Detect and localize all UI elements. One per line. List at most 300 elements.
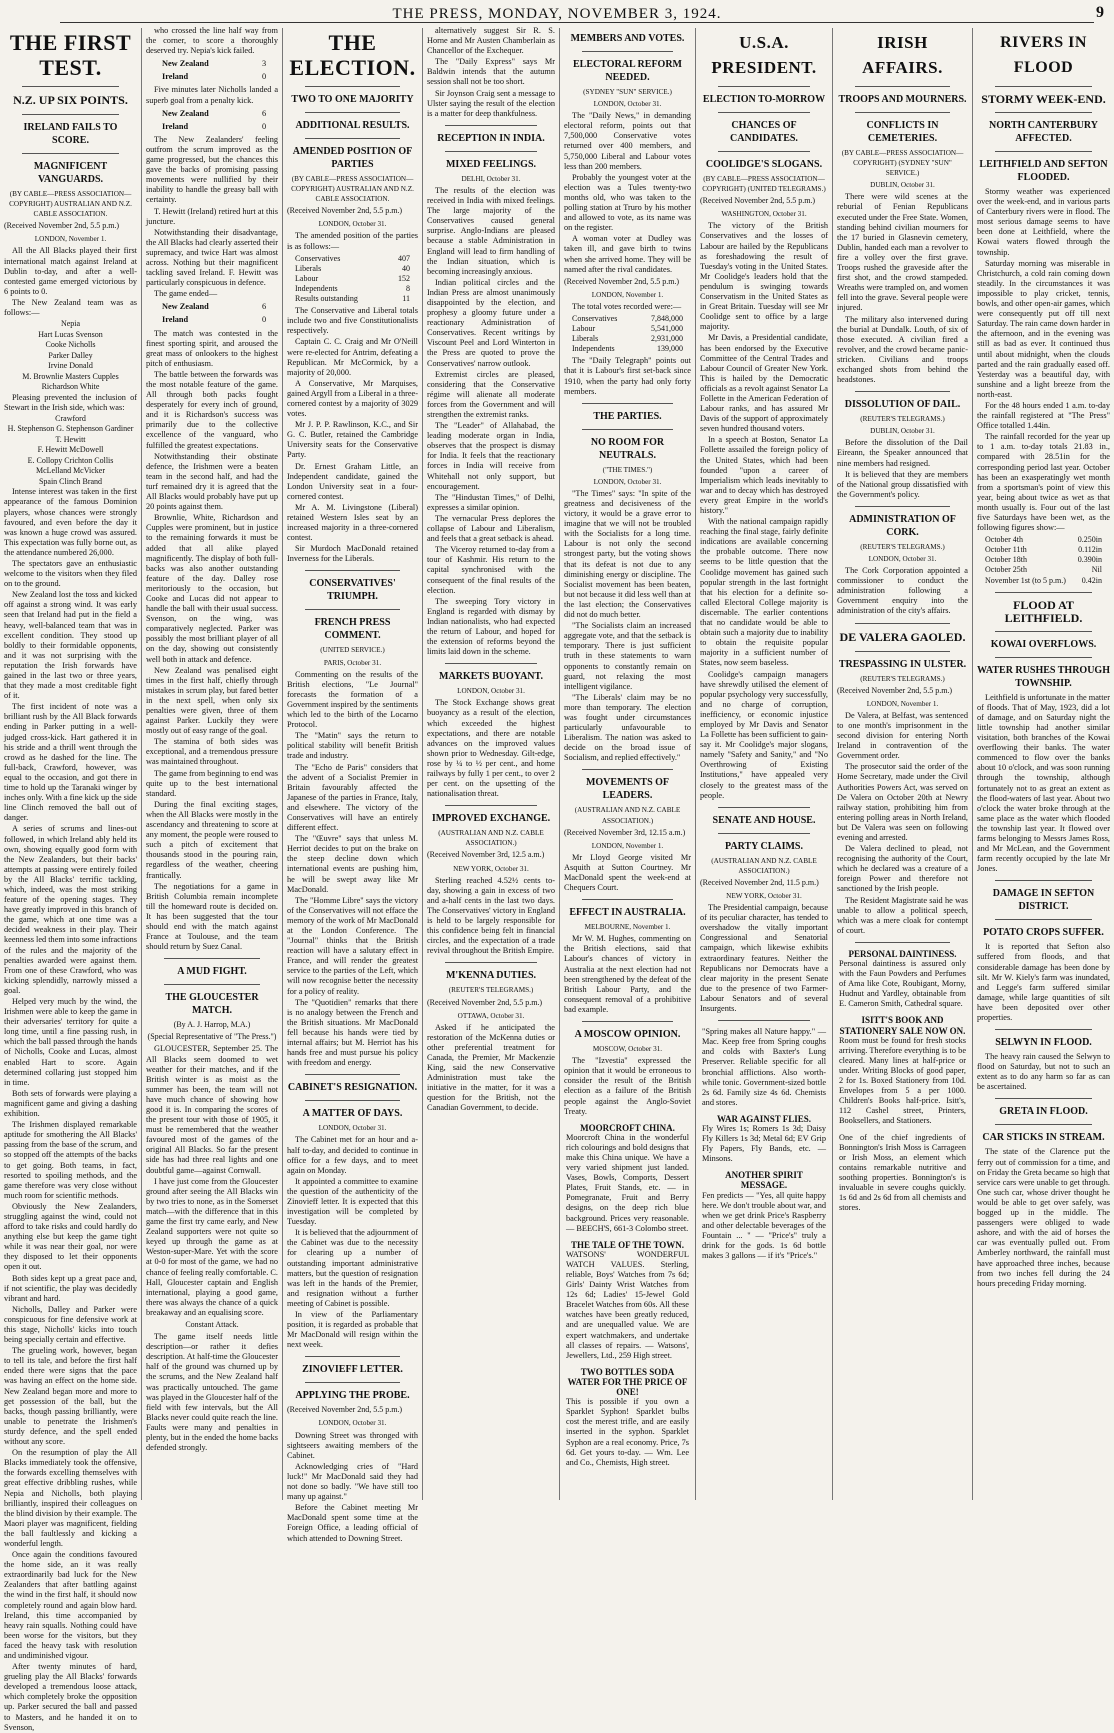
divider: [855, 623, 950, 624]
table-row: [295, 254, 410, 264]
party-seats: 11: [402, 294, 410, 304]
cable-credit: (AUSTRALIAN AND N.Z. CABLE ASSOCIATION.): [574, 806, 681, 825]
team-line: M. Brownlie Masters Cupples: [22, 371, 119, 381]
score-value: 0: [262, 72, 267, 82]
dateline: DUBLIN, October 31.: [870, 181, 935, 190]
cable-credit: (AUSTRALIAN AND N.Z. CABLE ASSOCIATION.): [438, 829, 544, 848]
divider: [164, 958, 260, 959]
subhead-selwyn: SELWYN IN FLOOD.: [995, 1037, 1092, 1049]
paragraph: The Cork Corporation appointed a commissioner to conduct the administration following a Government enquiry into the administration of the city's affairs.: [837, 566, 968, 616]
team-line: Irvine Donald: [48, 361, 93, 371]
divider: [995, 592, 1092, 593]
party-label: Labour: [295, 273, 319, 283]
paragraph: Both sets of forwards were playing a magnificent game and giving a dashing exhibition.: [4, 1088, 137, 1119]
dateline: DUBLIN, October 31.: [870, 427, 935, 436]
score-line: [162, 109, 278, 119]
party-votes: 7,848,000: [651, 313, 683, 323]
paragraph: The match was contested in the finest sporting spirit, and aroused the great mass of onlookers to the highest pitch of enthusiasm.: [146, 328, 278, 368]
cable-credit: (AUSTRALIAN AND N.Z. CABLE ASSOCIATION.): [711, 856, 817, 875]
paragraph: Once again the conditions favoured the home side, an it was really extraordinarily bad luck for the New Zealanders that after battling against the wind in the first half, it should now completely round and again blow hard. Ireland, this time accompanied by heavy rain squalls. Nothing could have been worse for the visitors, but they faced the heavy task with resolution and undiminished vigour.: [4, 1550, 137, 1660]
subhead-amended: AMENDED POSITION OF PARTIES: [292, 146, 413, 170]
party-label: Liberals: [295, 263, 322, 273]
paragraph: Nicholls, Dalley and Parker were conspicuous for fine defensive work at this stage, Nicholls' kicks into touch being specially certain and effective.: [4, 1304, 137, 1345]
paragraph: Mr Lloyd George visited Mr Asquith at Sutton Courtney. Mr MacDonald spent the week-end at Chequers Court.: [564, 852, 691, 893]
received-note: (Received November 2nd, 5.5 p.m.): [4, 221, 120, 231]
advert-title: PERSONAL DAINTINESS.: [848, 948, 957, 959]
party-label: Labour: [572, 324, 596, 334]
score-value: 3: [262, 59, 267, 69]
paragraph: In a speech at Boston, Senator La Follette assailed the foreign policy of the United States, which had been founded "upon a career of Imperialism which leads inevitably to war and to decay which has destroyed every great Empire in the world's history.": [700, 435, 828, 515]
dateline: LONDON, November 1.: [591, 841, 664, 850]
divider: [582, 1021, 673, 1022]
advert-baxters: [702, 1027, 826, 1108]
paragraph: The state of the Clarence put the ferry out of commission for a time, and on Friday the Greta became so high that service cars were unable to get through. One such car, whose driver thought he would be able to get over safely, was bogged up in the middle. The passengers were obliged to wade ashore, and with the aid of horses the car was eventually pulled out. From Amberley northward, the rainfall must have approached three inches, because from two inches fell during the 24 hours preceding Friday morning.: [977, 1147, 1110, 1288]
paragraph: The Irishmen displayed remarkable aptitude for smothering the All Blacks' passing from the base of the scrum, and so stopped off the attempts of the backs to get going. Both teams, in fact, resorted to spoiling methods, and the game therefore was very close without much room for scientific methods.: [4, 1120, 137, 1200]
subhead-parties: THE PARTIES.: [593, 410, 662, 422]
paragraph: New Zealand was penalised eight times in the first half, chiefly through mistakes in scrum play, but fared better in the next spell, when only six penalties were given, three of them against Parker. Luckily they were mostly out of easy range of the goal.: [146, 665, 278, 736]
paragraph: New Zealand lost the toss and kicked off against a strong wind. It was early seen that Ireland had put in the field a heavy, well-balanced team that was in excellent condition. They stood up boldly to their formidable opponents, and it was not surprising with the reputation the Irish forwards have gained in the last two or three years, that they made a most creditable fight of it.: [4, 590, 137, 701]
party-seats: 40: [402, 263, 410, 273]
table-row: [985, 555, 1102, 565]
subhead-exchange: IMPROVED EXCHANGE.: [431, 813, 551, 825]
column-usa-president: [696, 26, 832, 1502]
paragraph: "The Liberals' claim may be no more than temporary. The election was fought under circumstances particularly unfavourable to Liberalism. The nation was asked to decide on the broad issue of Socialism, and replied effectively.": [564, 692, 691, 763]
divider: [445, 962, 537, 963]
subhead-cabinet-resignation: CABINET'S RESIGNATION.: [287, 1082, 418, 1094]
subhead-zinovieff: ZINOVIEFF LETTER.: [302, 1364, 403, 1376]
divider: [995, 1098, 1092, 1099]
headline-usa-president: U.S.A. PRESIDENT.: [711, 33, 817, 77]
divider: [995, 880, 1092, 881]
masthead: [0, 6, 1114, 22]
paragraph: The game ended—: [154, 289, 218, 299]
subhead-sefton: DAMAGE IN SEFTON DISTRICT.: [992, 888, 1095, 913]
paragraph: Mr A. M. Livingstone (Liberal) retained Western Isles seat by an increased majority in a three-cornered contest.: [287, 502, 418, 543]
advert-text: Moorcroft China in the wonderful rich colourings and bold designs that make this China unique. We have a very varied shipment just landed. Vases, Bowls, Comports, Dessert Plates, Fruit Stands, etc. — in Pomegranate, Fruit and Berry designs, on the deep rich blue background. Prices very reasonable. — BEECH'S, 661-3 Colombo street.: [566, 1132, 689, 1233]
table-row: [985, 576, 1102, 586]
paragraph: The "Leader" of Allahabad, the leading moderate organ in India, observes that the prospect is dismay for India. It feels that the reactionary forces in India will receive from Whitehall not only support, but encouragement.: [427, 421, 555, 491]
party-table: [295, 254, 410, 304]
cable-credit: (UNITED SERVICE.): [320, 646, 385, 655]
table-row: [572, 314, 683, 324]
dateline: NEW YORK, October 31.: [453, 864, 529, 873]
table-row: [985, 565, 1102, 575]
team-line: Hart Lucas Svenson: [38, 329, 103, 339]
score-value: 0: [262, 315, 267, 325]
paragraph: Pleasing prevented the inclusion of Stewart in the Irish side, which was:: [4, 392, 137, 412]
cable-credit: (BY CABLE—PRESS ASSOCIATION—COPYRIGHT) AUSTRALIAN AND N.Z. CABLE ASSOCIATION.: [9, 190, 132, 219]
paragraph: The Viceroy returned to-day from a tour of Kashmir. His return to the capital synchronised with the consequent of the final results of the election.: [427, 545, 555, 595]
paragraph: Before the dissolution of the Dail Eireann, the Speaker announced that nine members had resigned.: [837, 438, 968, 468]
subhead-mckenna: M'KENNA DUTIES.: [445, 970, 536, 982]
table-row: [295, 294, 410, 304]
paragraph: The heavy rain caused the Selwyn to flood on Saturday, but not to such an extent as to do any harm so far as can be ascertained.: [977, 1052, 1110, 1092]
score-value: 0: [262, 121, 267, 131]
party-label: Conservatives: [572, 313, 618, 323]
score-value: 6: [262, 302, 267, 312]
column-irish-affairs: [833, 26, 972, 1502]
score-value: 6: [262, 108, 267, 118]
paragraph: The amended position of the parties is as follows:—: [287, 231, 418, 251]
divider: [22, 114, 119, 115]
subhead-gloucester: THE GLOUCESTER MATCH.: [165, 992, 259, 1017]
divider: [718, 151, 810, 152]
paragraph: Probably the youngest voter at the election was a Tules twenty-two months old, who was taken to the polling station at Truro by his mother and allowed to vote, as its name was on the register.: [564, 172, 691, 233]
divider: [995, 112, 1092, 113]
dateline: LONDON, November 1.: [591, 290, 664, 299]
dateline: LONDON, October 31.: [868, 555, 937, 563]
dateline: NEW YORK, October 31.: [726, 892, 802, 900]
dateline: LONDON, October 31.: [318, 1124, 387, 1133]
received-note: (Received November 3rd, 12.15 a.m.): [564, 827, 686, 837]
nz-team-list: [4, 319, 137, 393]
table-row: [295, 264, 410, 274]
advert-text: One of the chief ingredients of Bonnington's Irish Moss is Carrageen or Irish Moss, an element which contains remarkable nutritive and soothing properties. Bonnington's is invaluable in severe coughs quickly. 1s 6d and 2s 6d from all chemists and stores.: [839, 1132, 966, 1213]
advert-sparklet: [566, 1367, 689, 1468]
paragraph: alternatively suggest Sir R. S. Horne and Mr Austen Chamberlain as Chancellor of the Exchequer.: [427, 26, 555, 56]
paragraph: Notwithstanding their obstinate defence, the Irishmen were a beaten team in the second half, and had the turf remained dry it is agreed that the All Blacks would probably have put up 20 points against them.: [146, 451, 278, 512]
divider: [718, 807, 810, 808]
subhead-ireland-fails: IRELAND FAILS TO SCORE.: [23, 122, 118, 146]
score-team: New Zealand: [162, 59, 209, 69]
paragraph: It appointed a committee to examine the question of the authenticity of the Zinovieff letter. It is expected that this investigation will be completed by Tuesday.: [287, 1176, 418, 1227]
paragraph: It is believed that they are members of the National group dissatisfied with the Government's policy.: [837, 469, 968, 499]
paragraph: "The Times" says: "In spite of the greatness and decisiveness of the victory, it would be a grave error to imagine that we will not be troubled with the Socialists for a long time. Labour is not only the second strongest party, but the voting shows that its defeat is not due to any diminishing energy or discipline. The Socialist movement has been beaten, but not because it did less well than at the last election; the Conservatives did not do much better.: [564, 488, 691, 620]
team-line: Spain Clinch Brand: [38, 476, 103, 486]
dateline: MELBOURNE, November 1.: [584, 923, 671, 932]
divider: [718, 112, 810, 113]
rain-date: October 4th: [985, 535, 1023, 545]
subhead-no-room: NO ROOM FOR NEUTRALS.: [590, 436, 665, 461]
table-row: [572, 344, 683, 354]
paragraph: The Stock Exchange shows great buoyancy as a result of the election, which exceeded the highest expectations, and there are notable advances on the improved values shown prior to Wednesday. Gilt-edge, rose by ¼ to ½ per cent., and home railways by fully 1 per cent., to over 2 per cent. on the upsetting of the nationalisation threat.: [427, 698, 555, 799]
score-team: Ireland: [162, 72, 189, 82]
paragraph: Coolidge's campaign managers have shrewdly utilised the element of popular psychology very successfully, and no charge of corruption, inefficiency, or economic injustice employed by Mr Davis and Senator La Follette has been sufficient to gain-say it. Mr Coolidge's major slogans, namely "Safety and Sanity," and "No Overthrowing of Existing Institutions," have appealed very closely to the greatest mass of the people.: [700, 669, 828, 800]
paragraph: Both sides kept up a great pace and, if not scientific, the play was decidedly vibrant and hard.: [4, 1273, 137, 1303]
subhead-cemeteries: CONFLICTS IN CEMETERIES.: [866, 120, 939, 144]
cable-credit: (REUTER'S TELEGRAMS.): [860, 674, 945, 683]
table-row: [295, 274, 410, 284]
paragraph: Notwithstanding their disadvantage, the All Blacks had clearly asserted their supremacy, and twice Hart was almost across. Nothing but their magnificent tackling saved Ireland. F. Hewitt was particularly conspicuous in defence.: [146, 227, 278, 288]
party-seats: 8: [406, 283, 410, 293]
paragraph: A woman voter at Dudley was taken ill, and gave birth to twins when she arrived home. They will be named after the rival candidates.: [564, 234, 691, 274]
party-votes: 5,541,000: [651, 324, 683, 334]
paragraph: Brownlie, White, Richardson and Cupples were prominent, but in justice to the remaining forwards it must be added that all alike played magnificently. The display of both full-backs was also another outstanding feature of the day. Dalley rose meritoriously to the occasion, but Cooke and Lucas did not appear to handle the ball with their usual success. Svenson, on the wing, was comparatively neglected. Parker was possibly the most brilliant player of all on the day, showing out consistently well both in attack and defence.: [146, 513, 278, 664]
advert-spirit: [702, 1170, 826, 1261]
advert-flies: [702, 1114, 826, 1164]
divider: [995, 1029, 1092, 1030]
divider: [305, 570, 400, 571]
paragraph: Mr Davis, a Presidential candidate, has been endorsed by the Executive Committee of the Central Trades and Labour Council of Greater New York. This is hailed by the Democratic officials as a revolt against Senator La Follette in the American Federation of Labour ranks, and has assured Mr Davis of the support of approximately seven hundred thousand voters.: [700, 333, 828, 434]
subhead-party-claims: PARTY CLAIMS.: [725, 840, 803, 852]
dateline: PARIS, October 31.: [323, 658, 382, 667]
advert-title: ISITT'S BOOK AND STATIONERY SALE NOW ON.: [839, 1015, 966, 1036]
paragraph: who crossed the line half way from the corner, to score a thoroughly deserved try. Nepia's kick failed.: [146, 26, 278, 56]
team-line: T. Hewitt: [55, 434, 86, 444]
column-election-cont: [423, 26, 559, 1502]
paragraph: The game from beginning to end was quite up to the best international standard.: [146, 768, 278, 798]
team-line: Cooke Nicholls: [45, 340, 96, 350]
paragraph: The grueling work, however, began to tell its tale, and before the first half ended there were signs that the pace was having an effect on the home side. New Zealand began more and more to get possession of the ball, but the backs, though passing brilliantly, were unable to penetrate the Irishmen's sturdy defence, and the spell ended without any score.: [4, 1346, 137, 1447]
party-label: Independents: [572, 344, 615, 354]
subhead-de-valera: DE VALERA GAOLED.: [839, 629, 966, 644]
paragraph: The first incident of note was a brilliant rush by the All Black forwards ending in Parker putting in a well-judged cross-kick. Hart gathered it in his stride and a thrill went through the crowd as he dashed for the line. The full-back, Crawford, however, was equal to the occasion, and got there in time to hold up the Taranaki winger by inches only. With a fine kick up the side line Clinch removed the ball out of danger.: [4, 702, 137, 823]
paragraph: The New Zealand team was as follows:—: [4, 297, 137, 318]
divider: [582, 403, 673, 404]
received-note: (Received November 2nd, 5.5 p.m.): [564, 276, 680, 286]
subhead-vanguards: MAGNIFICENT VANGUARDS.: [33, 161, 108, 185]
party-votes: 2,931,000: [651, 334, 683, 344]
advert-personal-daintiness: [839, 949, 966, 1010]
divider: [164, 984, 260, 985]
divider: [855, 112, 950, 113]
table-row: [985, 535, 1102, 545]
divider: [305, 86, 400, 87]
paragraph: All the All Blacks played their first international match against Ireland at Dublin to-day, and after a well-contested game emerged victorious by 6 points to 0.: [4, 246, 137, 296]
paragraph: The total votes recorded were:—: [572, 301, 682, 311]
subhead-mixed-feelings: MIXED FEELINGS.: [445, 158, 536, 170]
divider: [995, 631, 1092, 632]
divider: [855, 506, 950, 507]
divider: [445, 151, 537, 152]
dateline: OTTAWA, October 31.: [457, 1011, 525, 1020]
paragraph: Sterling reached 4.52½ cents to-day, showing a gain in excess of two and a-half cents in the last two days. The Conservatives' victory in England is held to be largely responsible for this confidence being felt in financial circles, and the expectation of a trade revival throughout the British Empire.: [427, 875, 555, 956]
team-line: Parker Dalley: [48, 350, 93, 360]
party-label: Independents: [295, 283, 338, 293]
paragraph: Helped very much by the wind, the Irishmen were able to keep the game in their adversaries' territory for quite a long time, until a fine passing rush, in which the ball passed through the hands of Nicholls, Cooke and Lucas, almost enabled Hart to score. Again determined collaring just stopped him in time.: [4, 997, 137, 1087]
rain-amount: Nil: [1091, 565, 1102, 575]
paragraph: The Resident Magistrate said he was unable to allow a political speech, which was a mere cloak for contempt of court.: [837, 895, 968, 935]
subhead-electoral-reform: ELECTORAL REFORM NEEDED.: [573, 59, 682, 83]
headline-irish-affairs: IRISH AFFAIRS.: [862, 33, 943, 77]
paragraph: Mr W. M. Hughes, commenting on the British elections, said that Labour's chances of victory in Australia at the next election had not been strengthened by the defeat of the British Labour Party, and the consequent removal of a prohibitive bad example.: [564, 934, 691, 1014]
paragraph: The vernacular Press deplores the collapse of Labour and Liberalism, and feels that a great setback is ahead.: [427, 513, 555, 544]
dateline: WASHINGTON, October 31.: [721, 210, 807, 219]
paragraph: The military also intervened during the burial at Dundalk. Louth, of six of those executed. A civilian fired a revolver, and the crowd became panic-stricken. Civilians and troops exchanged shots from behind the headstones.: [837, 314, 968, 385]
special-rep: (Special Representative of "The Press."): [147, 1032, 277, 1042]
advert-text: Room must be found for fresh stocks arriving. Therefore everything is to be cleared. Many lines at half-price or under. Writing Blocks of good paper, 2 for 1s. Boxed Stationery from 10d. Envelopes from 5 a per 1000. Children's Books half-price. Isitt's, 112 Cashel street, Printers, Booksellers, and Stationers.: [839, 1035, 966, 1126]
score-team: Ireland: [162, 121, 189, 131]
score-team: New Zealand: [162, 302, 209, 312]
subhead-trespassing: TRESPASSING IN ULSTER.: [838, 658, 967, 670]
cable-credit: (REUTER'S TELEGRAMS.): [860, 542, 945, 551]
subhead-senate-house: SENATE AND HOUSE.: [712, 814, 816, 826]
subhead-election-tomorrow: ELECTION TO-MORROW: [702, 94, 826, 105]
divider: [718, 833, 810, 834]
irish-team-list: [4, 414, 137, 488]
paragraph: The results of the election was received in India with mixed feelings. The large majority of the Conservatives caused general surprise. Anglo-Indians are pleased because a stable Administration in England will lead to firm handling of the Indian situation, which is becoming increasingly anxious.: [427, 185, 555, 276]
paragraph: The "Quotidien" remarks that there is no analogy between the French and the British situations. Mr MacDonald fell because his hands were tied by internal affairs; but M. Herriot has his hands free and must pursue his policy with freedom and energy.: [287, 997, 418, 1068]
team-line: McLelland McVicker: [35, 466, 106, 476]
paragraph: The Conservative and Liberal totals include two and five Constitutionalists respectively.: [287, 306, 418, 336]
column-members-votes: [560, 26, 695, 1502]
column-rivers-flood: [973, 26, 1114, 1502]
paragraph: Indian political circles and the Indian Press are almost unanimously disappointed by the election, and prophesy a gloomy future under a reactionary Administration of Conservatives. Recent writings by Viscount Peel and Lord Winterton in the Press are quoted to prove the Conservatives' narrow outlook.: [427, 277, 555, 368]
score-line: [162, 302, 278, 312]
paragraph: It is reported that Sefton also suffered from floods, and that considerable damage has been done by silt. Mr W. Kiely's farm was inundated, and Legge's farm suffered similar damage, while large quantities of silt have been deposited over other properties.: [977, 942, 1110, 1022]
cable-credit: (BY CABLE—PRESS ASSOCIATION—COPYRIGHT) (SYDNEY "SUN" SERVICE.): [841, 149, 964, 178]
divider: [582, 51, 673, 52]
score-line: [162, 315, 278, 325]
subhead-markets: MARKETS BUOYANT.: [439, 671, 543, 683]
party-label: Conservatives: [295, 253, 341, 263]
divider: [445, 125, 537, 126]
paragraph: The "Œuvre" says that unless M. Herriot decides to put on the brake on the steep decline down which international events are pushing him, he will be swept away like Mr MacDonald.: [287, 834, 418, 894]
dateline: LONDON, October 31.: [593, 477, 662, 486]
cable-credit: (REUTER'S TELEGRAMS.): [860, 415, 945, 424]
cable-credit: ("THE TIMES."): [602, 465, 653, 474]
divider: [445, 805, 537, 806]
subhead-troops-mourners: TROOPS AND MOURNERS.: [838, 94, 967, 105]
dateline: DELHI, October 31.: [461, 174, 521, 183]
paragraph: The "Matin" says the return to political stability will benefit British trade and industry.: [287, 731, 418, 761]
dateline: LONDON, October 31.: [318, 1419, 387, 1428]
cable-credit: (REUTER'S TELEGRAMS.): [448, 986, 534, 995]
rain-amount: 0.112in: [1078, 545, 1102, 555]
cable-credit: (BY CABLE—PRESS ASSOCIATION—COPYRIGHT) (UNITED TELEGRAMS.): [702, 175, 826, 194]
paragraph: Commenting on the results of the British elections, "Le Journal" forecasts the formation of a Government inspired by the sentiments which led to the birth of the Locarno Protocol.: [287, 669, 418, 730]
team-line: H. Stephenson G. Stephenson Gardiner: [7, 424, 134, 434]
votes-table: [572, 314, 683, 354]
subhead-french-press: FRENCH PRESS COMMENT.: [314, 617, 391, 642]
column-match-report: [142, 26, 282, 1502]
party-votes: 139,000: [657, 344, 683, 354]
subhead-two-to-one: TWO TO ONE MAJORITY: [291, 94, 414, 105]
divider: [855, 86, 950, 87]
paragraph: The Cabinet met for an hour and a-half to-day, and decided to continue in office for a few days, and to meet again on Monday.: [287, 1135, 418, 1175]
paragraph: A Conservative, Mr Marquises, gained Argyll from a Liberal in a three-cornered contest by a majority of 3029 votes.: [287, 378, 418, 419]
score-team: New Zealand: [162, 108, 209, 118]
paragraph: It is believed that the adjournment of the Cabinet was due to the necessity for clearing up a number of outstanding important administrative matters, but the question of resignation was left in the hands of the Premier, and resignation without a further meeting of Cabinet is possible.: [287, 1228, 418, 1308]
subhead-moscow: A MOSCOW OPINION.: [574, 1029, 681, 1041]
paragraph: The "Hindustan Times," of Delhi, expresses a similar opinion.: [427, 492, 555, 512]
rain-date: November 1st (to 5 p.m.): [985, 575, 1066, 585]
byline: (By A. J. Harrop, M.A.): [173, 1020, 251, 1030]
paragraph: The Presidential campaign, because of its peculiar character, has tended to overshadow the vitally important Congressional and Senatorial campaign, which likewise exhibits extraordinary features. Neither the Republicans nor Democrats have a clear majority in the present Senate due to the presence of two Farmer-Labour Senators and of several Insurgents.: [700, 903, 828, 1014]
paragraph: Before the Cabinet meeting Mr MacDonald spent some time at the Foreign Office, a leading official of which attended to Downing Street.: [287, 1503, 418, 1543]
dateline: LONDON, October 31.: [593, 100, 662, 109]
score-line: [162, 72, 278, 82]
divider: [718, 1020, 810, 1021]
dateline: LONDON, October 31.: [318, 220, 387, 229]
paragraph: The "Daily Express" says Mr Baldwin intends that the autumn session shall not be too short.: [427, 57, 555, 87]
paragraph: Sir Murdoch MacDonald retained Inverness for the Liberals.: [287, 544, 418, 564]
team-line: E. Collopy Crichton Collis: [27, 455, 114, 465]
team-line: F. Hewitt McDowell: [37, 445, 104, 455]
subhead-movements: MOVEMENTS OF LEADERS.: [585, 777, 670, 802]
dateline: MOSCOW, October 31.: [592, 1045, 663, 1054]
subhead-leithfield-sefton: LEITHFIELD AND SEFTON FLOODED.: [979, 159, 1108, 183]
paragraph: The "Homme Libre" says the victory of the Conservatives will not efface the memory of the work of Mr MacDonald at the London Conference. The "Journal" thinks that the British reaction will have a salutary effect in France, and will render the greatest service to the parties of the Left, which will now recognise better the necessity for a policy of reality.: [287, 895, 418, 996]
score-line: [162, 122, 278, 132]
rain-date: October 25th: [985, 565, 1027, 575]
advert-title: MOORCROFT CHINA.: [580, 1122, 675, 1133]
divider: [22, 153, 119, 154]
paragraph: "The Socialists claim an increased aggregate vote, and that the setback is temporary. There is just sufficient truth in these statements to warn opponents to constantly remain on guard, not relaxing the most intelligent vigilance.: [564, 621, 691, 691]
party-label: Results outstanding: [295, 294, 358, 304]
team-line: Crawford: [55, 413, 86, 423]
paragraph: The stamina of both sides was exceptional, and a tremendous pressure was maintained throughout.: [146, 737, 278, 767]
paragraph: Mr J. P. P. Rawlinson, K.C., and Sir G. C. Butler, retained the Cambridge University seats for the Conservative Party.: [287, 420, 418, 460]
advert-isitts: [839, 1015, 966, 1126]
divider: [718, 86, 810, 87]
column-election: [283, 26, 422, 1543]
paragraph: De Valera declined to plead, not recognising the authority of the Court, which he declared was a creature of a foreign Power and therefore not sanctioned by the Irish people.: [837, 844, 968, 894]
paragraph: The victory of the British Conservatives and the losses of Labour are hailed by the Republicans as foreshadowing the result of Tuesday's voting in the United States. Mr Coolidge's leaders hold that the pendulum is swinging towards Conservatism in the United States as in Great Britain. Tuesday will see Mr Coolidge sent to office by a large majority.: [700, 221, 828, 332]
subhead-kowai: KOWAI OVERFLOWS.: [990, 638, 1097, 650]
paragraph: Intense interest was taken in the first appearance of the famous Dominion players, whose chances were strongly favoured, and even before the day it was known a huge crowd was assured. This expectation was fully borne out, as the attendance numbered 26,000.: [4, 487, 137, 557]
received-note: (Received November 2nd, 5.5 p.m.): [287, 206, 403, 216]
divider: [305, 609, 400, 610]
cable-credit: (SYDNEY "SUN" SERVICE.): [583, 88, 672, 96]
received-note: (Received November 2nd, 5.5 p.m.): [700, 196, 816, 206]
advert-title: THE TALE OF THE TOWN.: [570, 1239, 685, 1250]
paragraph: The game itself needs little description—or rather it defies description. At half-time the Gloucester half of the ground was churned up by the scrums, and the New Zealand half was practically untouched. The game was played in the Gloucester half of the field with few intervals, but the All Blacks never could quite reach the line. Faults were many and penalties in plenty, but in the ended the home backs defended strongly.: [146, 1332, 279, 1453]
paragraph: Five minutes later Nicholls landed a superb goal from a penalty kick.: [146, 85, 278, 105]
paragraph: T. Hewitt (Ireland) retired hurt at this juncture.: [146, 206, 278, 226]
subhead-car-sticks: CAR STICKS IN STREAM.: [982, 1132, 1105, 1144]
paragraph: For the 48 hours ended 1 a.m. to-day the rainfall registered at "The Press" Office totalled 1.44in.: [977, 400, 1110, 431]
cable-credit: (BY CABLE—PRESS ASSOCIATION—COPYRIGHT) AUSTRALIAN AND N.Z. CABLE ASSOCIATION.: [291, 175, 414, 204]
rain-amount: 0.42in: [1081, 575, 1102, 585]
paragraph: The "Izvestia" expressed the opinion that it would be erroneous to consider the result of the British election as a failure of the British people against the Anglo-Soviet Treaty.: [564, 1056, 691, 1116]
table-row: [572, 324, 683, 334]
paragraph: There were wild scenes at the reburial of Fenian Republicans executed under the Free State. Women, standing behind civilian mourners for the 17 buried in Glasnevin cemetery, Dublin, handed each man a revolver to fire a volley over the first grave. Troops rushed the graveside after the first shot, and the crowd stampeded. Wreaths were trampled on, and women fell into the grave. Several people were injured.: [837, 192, 968, 313]
table-row: [572, 334, 683, 344]
paragraph: The "Echo de Paris" considers that the advent of a Socialist Premier in Britain favourably affected the Japanese of the parties in France, Italy, and elsewhere. The victory of the Conservatives will have an entirely different effect.: [287, 762, 418, 833]
paragraph: Stormy weather was experienced over the week-end, and in various parts of Canterbury rivers were in flood. The most serious damage seems to have been done at Leithfield, where the Kowai waters flowed through the township.: [977, 187, 1110, 257]
divider: [305, 1356, 400, 1357]
received-note: (Received November 2nd, 5.5 p.m.): [287, 1405, 403, 1415]
paragraph: The sweeping Tory victory in England is regarded with dismay by Indian nationalists, who had expected the return of Labour, and hoped for the extension of reforms beyond the limits laid down in the scheme.: [427, 596, 555, 657]
paragraph: The battle between the forwards was the most notable feature of the game. All through both packs fought desperately for every inch of ground, and it is Richardson's success was primarily due to the collective excellence of the vanguard, who fulfilled the greatest expectations.: [146, 369, 278, 450]
rain-amount: 0.390in: [1077, 555, 1102, 565]
table-row: [295, 284, 410, 294]
paragraph: In view of the Parliamentary position, it is regarded as probable that Mr MacDonald will resign within the next week.: [287, 1310, 418, 1350]
subhead-conservatives-triumph: CONSERVATIVES' TRIUMPH.: [309, 578, 396, 603]
divider: [855, 651, 950, 652]
team-line: Richardson White: [41, 382, 100, 392]
advert-title: TWO BOTTLES SODA WATER FOR THE PRICE OF ONE!: [567, 1366, 688, 1398]
paragraph: Asked if he anticipated the restoration of the McKenna duties or other preferential treatment for Canada, the Premier, Mr Mackenzie King, said the new Conservative Administration must take the initiative in the matter, for it was a question for the British, not the Canadian Government, to decide.: [427, 1022, 555, 1113]
page-number: 9: [1096, 4, 1104, 21]
paragraph: The "Daily Telegraph" points out that it is Labour's first set-back since 1910, when the party had only forty members.: [564, 356, 691, 396]
divider: [995, 919, 1092, 920]
divider: [582, 899, 673, 900]
divider: [582, 769, 673, 770]
paragraph: The "Daily News," in demanding electoral reform, points out that 7,500,000 Conservative votes returned over 400 members, and 5,750,000 Liberal and Labour votes less than 200 members.: [564, 111, 691, 171]
divider: [305, 112, 400, 113]
team-line: Nepia: [60, 319, 81, 329]
subhead-greta: GRETA IN FLOOD.: [999, 1106, 1088, 1118]
subhead-members-votes: MEMBERS AND VOTES.: [570, 33, 685, 44]
subhead-coolidge-slogans: COOLIDGE'S SLOGANS.: [705, 159, 823, 170]
paragraph: A series of scrums and lines-out followed, in which Ireland ably held its own, showing equally good form with the New Zealanders, but their backs' attempts at passing were entirely foiled by the All Blacks' terrific tackling, which, indeed, was the most striking feature of the opening stages. They have greatly improved in this branch of the game, which at one time was a decided weakness in their play. Their keenness led them into some infractions of the rules and the majority of the penalties awarded were against them. From one of these Crawford, who was kicking splendidly, narrowly missed a goal.: [4, 824, 137, 995]
subhead-chances: CHANCES OF CANDIDATES.: [730, 120, 798, 144]
table-row: [985, 545, 1102, 555]
divider: [995, 1124, 1092, 1125]
subhead-reception-india: RECEPTION IN INDIA.: [437, 132, 545, 144]
subhead-stormy-weekend: STORMY WEEK-END.: [981, 92, 1106, 106]
advert-moorcroft: [566, 1123, 689, 1234]
rain-date: October 11th: [985, 545, 1027, 555]
dateline: LONDON, October 31.: [457, 687, 525, 696]
column-first-test: [0, 26, 141, 1732]
paragraph: I have just come from the Gloucester ground after seeing the All Blacks win by two tries to none, as in the Somerset match—with the difference that in this game the first try came early, and New Zealand supporters were not quite so keyed up through the game as at Weston-super-Mare. Yet with the score at 0-0 for most of the game, we had no chance of feeling really comfortable. C. Hall, Gloucester captain and English international, playing a good game, there was always the chance of a quick breakaway and an equalising score.: [146, 1176, 278, 1317]
score-line: [162, 59, 278, 69]
received-note: (Received November 3rd, 12.5 a.m.): [427, 850, 545, 860]
subhead-constant-attack: Constant Attack.: [185, 1319, 239, 1329]
